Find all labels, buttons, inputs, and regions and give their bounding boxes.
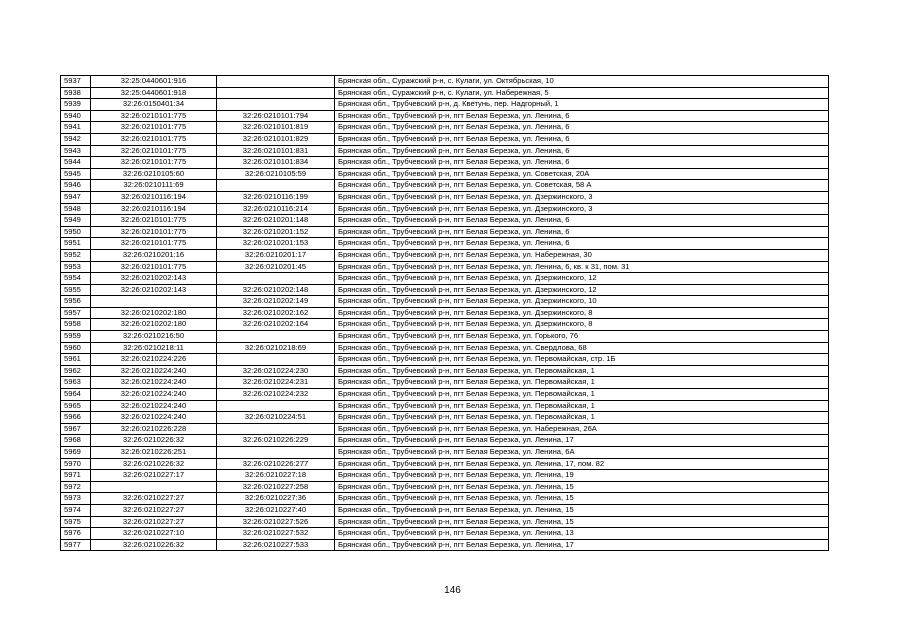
cadastral-number-cell: 32:26:0210226:32 (91, 435, 217, 447)
object-cadastral-number-cell: 32:26:0210202:148 (217, 284, 335, 296)
address-cell: Брянская обл., Трубчевский р-н, пгт Белая Березка, ул. Ленина, 15 (335, 481, 829, 493)
row-number-cell: 5972 (61, 481, 91, 493)
address-cell: Брянская обл., Трубчевский р-н, пгт Белая Березка, ул. Ленина, 17, пом. 82 (335, 458, 829, 470)
object-cadastral-number-cell: 32:26:0210101:829 (217, 133, 335, 145)
cadastral-number-cell: 32:26:0210101:775 (91, 238, 217, 250)
table-row (61, 504, 829, 516)
cadastral-number-cell: 32:26:0210101:775 (91, 133, 217, 145)
cadastral-number-cell: 32:26:0210224:240 (91, 400, 217, 412)
row-number-cell: 5965 (61, 400, 91, 412)
table-row (61, 168, 829, 180)
address-cell: Брянская обл., Трубчевский р-н, пгт Белая Березка, ул. Ленина, 6 (335, 157, 829, 169)
cadastral-number-cell: 32:26:0210202:143 (91, 284, 217, 296)
cadastral-number-cell: 32:26:0210227:27 (91, 504, 217, 516)
cadastral-number-cell: 32:25:0440601:916 (91, 76, 217, 88)
table-row (61, 516, 829, 528)
address-cell: Брянская обл., Трубчевский р-н, пгт Белая Березка, ул. Первомайская, 1 (335, 412, 829, 424)
object-cadastral-number-cell (217, 99, 335, 111)
table-row (61, 493, 829, 505)
cadastral-number-cell: 32:26:0210101:775 (91, 226, 217, 238)
row-number-cell: 5961 (61, 354, 91, 366)
address-cell: Брянская обл., Трубчевский р-н, пгт Белая Березка, ул. Советская, 58 А (335, 180, 829, 192)
table-row (61, 133, 829, 145)
object-cadastral-number-cell: 32:26:0210201:153 (217, 238, 335, 250)
table-row (61, 238, 829, 250)
cadastral-number-cell (91, 481, 217, 493)
object-cadastral-number-cell (217, 447, 335, 459)
table-row (61, 110, 829, 122)
address-cell: Брянская обл., Трубчевский р-н, пгт Белая Березка, ул. Дзержинского, 10 (335, 296, 829, 308)
cadastral-number-cell: 32:26:0210116:194 (91, 191, 217, 203)
row-number-cell: 5966 (61, 412, 91, 424)
row-number-cell: 5973 (61, 493, 91, 505)
cadastral-number-cell: 32:26:0210226:228 (91, 423, 217, 435)
row-number-cell: 5952 (61, 249, 91, 261)
table-row (61, 249, 829, 261)
object-cadastral-number-cell (217, 423, 335, 435)
object-cadastral-number-cell: 32:26:0210202:162 (217, 307, 335, 319)
cadastral-number-cell: 32:26:0210227:27 (91, 493, 217, 505)
row-number-cell: 5947 (61, 191, 91, 203)
address-cell: Брянская обл., Трубчевский р-н, пгт Белая Березка, ул. Дзержинского, 3 (335, 203, 829, 215)
address-cell: Брянская обл., Трубчевский р-н, пгт Белая Березка, ул. Ленина, 6 (335, 238, 829, 250)
address-cell: Брянская обл., Трубчевский р-н, пгт Белая Березка, ул. Ленина, 15 (335, 493, 829, 505)
cadastral-number-cell: 32:26:0210227:27 (91, 516, 217, 528)
address-cell: Брянская обл., Трубчевский р-н, пгт Белая Березка, ул. Ленина, 6 (335, 110, 829, 122)
table-row (61, 284, 829, 296)
address-cell: Брянская обл., Трубчевский р-н, пгт Белая Березка, ул. Первомайская, 1 (335, 389, 829, 401)
row-number-cell: 5976 (61, 528, 91, 540)
row-number-cell: 5943 (61, 145, 91, 157)
address-cell: Брянская обл., Трубчевский р-н, пгт Белая Березка, ул. Ленина, 6 (335, 145, 829, 157)
row-number-cell: 5949 (61, 215, 91, 227)
row-number-cell: 5967 (61, 423, 91, 435)
cadastral-number-cell: 32:26:0210202:180 (91, 319, 217, 331)
address-cell: Брянская обл., Трубчевский р-н, пгт Белая Березка, ул. Первомайская, 1 (335, 400, 829, 412)
cadastral-number-cell: 32:26:0210101:775 (91, 110, 217, 122)
cadastral-number-cell: 32:26:0210226:251 (91, 447, 217, 459)
object-cadastral-number-cell: 32:26:0210227:36 (217, 493, 335, 505)
cadastral-number-cell: 32:26:0210224:240 (91, 412, 217, 424)
object-cadastral-number-cell (217, 273, 335, 285)
row-number-cell: 5945 (61, 168, 91, 180)
object-cadastral-number-cell (217, 400, 335, 412)
cadastral-number-cell: 32:26:0210202:143 (91, 273, 217, 285)
table-row (61, 365, 829, 377)
row-number-cell: 5958 (61, 319, 91, 331)
object-cadastral-number-cell: 32:26:0210224:51 (217, 412, 335, 424)
row-number-cell: 5975 (61, 516, 91, 528)
cadastral-number-cell: 32:26:0210111:69 (91, 180, 217, 192)
object-cadastral-number-cell: 32:26:0210116:199 (217, 191, 335, 203)
object-cadastral-number-cell (217, 180, 335, 192)
row-number-cell: 5944 (61, 157, 91, 169)
cadastral-number-cell: 32:26:0210101:775 (91, 122, 217, 134)
cadastral-number-cell: 32:26:0210101:775 (91, 145, 217, 157)
table-row (61, 389, 829, 401)
object-cadastral-number-cell: 32:26:0210101:831 (217, 145, 335, 157)
object-cadastral-number-cell: 32:26:0210105:59 (217, 168, 335, 180)
address-cell: Брянская обл., Трубчевский р-н, пгт Белая Березка, ул. Первомайская, 1 (335, 365, 829, 377)
row-number-cell: 5938 (61, 87, 91, 99)
table-row (61, 423, 829, 435)
row-number-cell: 5940 (61, 110, 91, 122)
table-row (61, 122, 829, 134)
table-row (61, 145, 829, 157)
cadastral-number-cell: 32:26:0210224:240 (91, 389, 217, 401)
object-cadastral-number-cell: 32:26:0210227:40 (217, 504, 335, 516)
address-cell: Брянская обл., Трубчевский р-н, пгт Белая Березка, ул. Дзержинского, 12 (335, 284, 829, 296)
page-number: 146 (444, 585, 461, 596)
object-cadastral-number-cell: 32:26:0210218:69 (217, 342, 335, 354)
address-cell: Брянская обл., Трубчевский р-н, пгт Белая Березка, ул. Ленина, 17 (335, 539, 829, 551)
cadastral-number-cell: 32:26:0210226:32 (91, 539, 217, 551)
table-row (61, 180, 829, 192)
table-row (61, 539, 829, 551)
row-number-cell: 5948 (61, 203, 91, 215)
address-cell: Брянская обл., Трубчевский р-н, пгт Белая Березка, ул. Первомайская, стр. 1Б (335, 354, 829, 366)
object-cadastral-number-cell (217, 87, 335, 99)
object-cadastral-number-cell (217, 331, 335, 343)
address-cell: Брянская обл., Трубчевский р-н, пгт Белая Березка, ул. Набережная, 26А (335, 423, 829, 435)
table-row (61, 458, 829, 470)
cadastral-number-cell (91, 296, 217, 308)
registry-table-body (61, 76, 829, 551)
address-cell: Брянская обл., Трубчевский р-н, пгт Белая Березка, ул. Горького, 76 (335, 331, 829, 343)
table-row (61, 157, 829, 169)
table-row (61, 342, 829, 354)
object-cadastral-number-cell: 32:26:0210224:231 (217, 377, 335, 389)
cadastral-number-cell: 32:26:0210101:775 (91, 261, 217, 273)
table-row (61, 481, 829, 493)
row-number-cell: 5937 (61, 76, 91, 88)
address-cell: Брянская обл., Суражский р-н, с. Кулаги, ул. Октябрьская, 10 (335, 76, 829, 88)
table-row (61, 87, 829, 99)
row-number-cell: 5959 (61, 331, 91, 343)
cadastral-number-cell: 32:26:0210227:10 (91, 528, 217, 540)
address-cell: Брянская обл., Трубчевский р-н, пгт Белая Березка, ул. Дзержинского, 8 (335, 319, 829, 331)
object-cadastral-number-cell: 32:26:0210116:214 (217, 203, 335, 215)
row-number-cell: 5969 (61, 447, 91, 459)
address-cell: Брянская обл., Трубчевский р-н, д. Кветунь, пер. Надгорный, 1 (335, 99, 829, 111)
row-number-cell: 5977 (61, 539, 91, 551)
row-number-cell: 5946 (61, 180, 91, 192)
address-cell: Брянская обл., Трубчевский р-н, пгт Белая Березка, ул. Дзержинского, 8 (335, 307, 829, 319)
address-cell: Брянская обл., Трубчевский р-н, пгт Белая Березка, ул. Ленина, 6 (335, 133, 829, 145)
cadastral-number-cell: 32:26:0210227:17 (91, 470, 217, 482)
address-cell: Брянская обл., Трубчевский р-н, пгт Белая Березка, ул. Ленина, 15 (335, 504, 829, 516)
object-cadastral-number-cell: 32:26:0210201:152 (217, 226, 335, 238)
cadastral-number-cell: 32:26:0210116:194 (91, 203, 217, 215)
registry-table (60, 75, 829, 551)
object-cadastral-number-cell: 32:26:0210226:229 (217, 435, 335, 447)
row-number-cell: 5971 (61, 470, 91, 482)
cadastral-number-cell: 32:26:0210226:32 (91, 458, 217, 470)
object-cadastral-number-cell: 32:26:0210227:532 (217, 528, 335, 540)
cadastral-number-cell: 32:26:0210224:240 (91, 377, 217, 389)
object-cadastral-number-cell: 32:26:0210101:794 (217, 110, 335, 122)
object-cadastral-number-cell: 32:26:0210201:45 (217, 261, 335, 273)
row-number-cell: 5970 (61, 458, 91, 470)
address-cell: Брянская обл., Трубчевский р-н, пгт Белая Березка, ул. Ленина, 6А (335, 447, 829, 459)
address-cell: Брянская обл., Трубчевский р-н, пгт Белая Березка, ул. Дзержинского, 3 (335, 191, 829, 203)
cadastral-number-cell: 32:26:0210201:16 (91, 249, 217, 261)
row-number-cell: 5939 (61, 99, 91, 111)
table-row (61, 226, 829, 238)
cadastral-number-cell: 32:25:0440601:918 (91, 87, 217, 99)
table-row (61, 203, 829, 215)
address-cell: Брянская обл., Трубчевский р-н, пгт Белая Березка, ул. Ленина, 6 (335, 122, 829, 134)
row-number-cell: 5941 (61, 122, 91, 134)
address-cell: Брянская обл., Трубчевский р-н, пгт Белая Березка, ул. Первомайская, 1 (335, 377, 829, 389)
table-row (61, 215, 829, 227)
object-cadastral-number-cell (217, 354, 335, 366)
cadastral-number-cell: 32:26:0210216:50 (91, 331, 217, 343)
cadastral-number-cell: 32:26:0210218:11 (91, 342, 217, 354)
address-cell: Брянская обл., Трубчевский р-н, пгт Белая Березка, ул. Свердлова, 68 (335, 342, 829, 354)
table-row (61, 400, 829, 412)
table-row (61, 470, 829, 482)
address-cell: Брянская обл., Трубчевский р-н, пгт Белая Березка, ул. Ленина, 6, кв. к 31, пом. 31 (335, 261, 829, 273)
row-number-cell: 5960 (61, 342, 91, 354)
table-row (61, 319, 829, 331)
cadastral-number-cell: 32:26:0150401:34 (91, 99, 217, 111)
table-row (61, 435, 829, 447)
object-cadastral-number-cell: 32:26:0210202:149 (217, 296, 335, 308)
row-number-cell: 5956 (61, 296, 91, 308)
address-cell: Брянская обл., Трубчевский р-н, пгт Белая Березка, ул. Ленина, 6 (335, 226, 829, 238)
address-cell: Брянская обл., Трубчевский р-н, пгт Белая Березка, ул. Ленина, 13 (335, 528, 829, 540)
object-cadastral-number-cell: 32:26:0210202:164 (217, 319, 335, 331)
row-number-cell: 5964 (61, 389, 91, 401)
object-cadastral-number-cell: 32:26:0210224:230 (217, 365, 335, 377)
object-cadastral-number-cell: 32:26:0210226:277 (217, 458, 335, 470)
address-cell: Брянская обл., Трубчевский р-н, пгт Белая Березка, ул. Советская, 20А (335, 168, 829, 180)
object-cadastral-number-cell: 32:26:0210227:258 (217, 481, 335, 493)
object-cadastral-number-cell: 32:26:0210224:232 (217, 389, 335, 401)
row-number-cell: 5963 (61, 377, 91, 389)
cadastral-number-cell: 32:26:0210224:226 (91, 354, 217, 366)
table-row (61, 76, 829, 88)
address-cell: Брянская обл., Трубчевский р-н, пгт Белая Березка, ул. Ленина, 6 (335, 215, 829, 227)
table-row (61, 354, 829, 366)
table-row (61, 296, 829, 308)
table-row (61, 273, 829, 285)
object-cadastral-number-cell: 32:26:0210227:526 (217, 516, 335, 528)
row-number-cell: 5942 (61, 133, 91, 145)
object-cadastral-number-cell: 32:26:0210101:819 (217, 122, 335, 134)
cadastral-number-cell: 32:26:0210202:180 (91, 307, 217, 319)
table-row (61, 377, 829, 389)
table-row (61, 412, 829, 424)
cadastral-number-cell: 32:26:0210105:60 (91, 168, 217, 180)
cadastral-number-cell: 32:26:0210101:775 (91, 157, 217, 169)
object-cadastral-number-cell: 32:26:0210227:18 (217, 470, 335, 482)
row-number-cell: 5953 (61, 261, 91, 273)
address-cell: Брянская обл., Трубчевский р-н, пгт Белая Березка, ул. Ленина, 17 (335, 435, 829, 447)
table-row (61, 447, 829, 459)
table-row (61, 331, 829, 343)
row-number-cell: 5954 (61, 273, 91, 285)
address-cell: Брянская обл., Трубчевский р-н, пгт Белая Березка, ул. Дзержинского, 12 (335, 273, 829, 285)
table-row (61, 528, 829, 540)
object-cadastral-number-cell: 32:26:0210201:148 (217, 215, 335, 227)
address-cell: Брянская обл., Трубчевский р-н, пгт Белая Березка, ул. Ленина, 15 (335, 516, 829, 528)
row-number-cell: 5974 (61, 504, 91, 516)
row-number-cell: 5968 (61, 435, 91, 447)
cadastral-number-cell: 32:26:0210101:775 (91, 215, 217, 227)
table-row (61, 99, 829, 111)
address-cell: Брянская обл., Трубчевский р-н, пгт Белая Березка, ул. Ленина, 19 (335, 470, 829, 482)
row-number-cell: 5957 (61, 307, 91, 319)
row-number-cell: 5950 (61, 226, 91, 238)
table-row (61, 307, 829, 319)
table-row (61, 191, 829, 203)
object-cadastral-number-cell: 32:26:0210227:533 (217, 539, 335, 551)
row-number-cell: 5955 (61, 284, 91, 296)
object-cadastral-number-cell (217, 76, 335, 88)
table-row (61, 261, 829, 273)
address-cell: Брянская обл., Трубчевский р-н, пгт Белая Березка, ул. Набережная, 30 (335, 249, 829, 261)
address-cell: Брянская обл., Суражский р-н, с. Кулаги, ул. Набережная, 5 (335, 87, 829, 99)
row-number-cell: 5951 (61, 238, 91, 250)
object-cadastral-number-cell: 32:26:0210101:834 (217, 157, 335, 169)
row-number-cell: 5962 (61, 365, 91, 377)
object-cadastral-number-cell: 32:26:0210201:17 (217, 249, 335, 261)
cadastral-number-cell: 32:26:0210224:240 (91, 365, 217, 377)
